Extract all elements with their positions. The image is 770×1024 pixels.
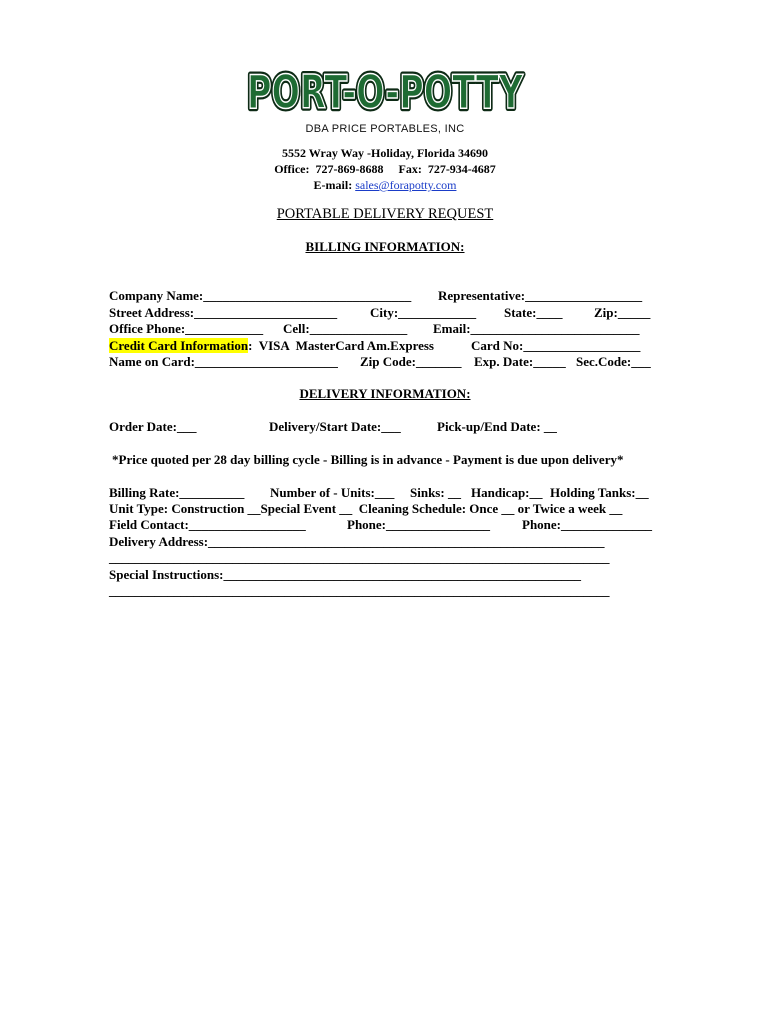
handicap-field[interactable]: Handicap:__ [471, 485, 543, 500]
holding-tanks-field[interactable]: Holding Tanks:__ [550, 485, 649, 500]
order-date-field[interactable]: Order Date:___ [109, 419, 197, 434]
representative-field[interactable]: Representative:__________________ [438, 288, 643, 303]
card-zip-code-field[interactable]: Zip Code:_______ [360, 354, 462, 369]
delivery-heading: DELIVERY INFORMATION: [299, 386, 471, 401]
price-note: *Price quoted per 28 day billing cycle - Billing is in advance - Payment is due upon delivery* [112, 452, 624, 467]
logo-text-outline: PORT-O-POTTY [247, 65, 524, 119]
delivery-address-line-2[interactable]: _____________________________________________________________________________ [109, 550, 610, 565]
name-on-card-field[interactable]: Name on Card:______________________ [109, 354, 338, 369]
special-instructions-line-2[interactable]: _____________________________________________________________________________ [109, 583, 610, 598]
credit-card-label: Credit Card Information [109, 338, 249, 353]
email-field[interactable]: Email:__________________________ [433, 321, 640, 336]
field-phone-field[interactable]: Phone:________________ [347, 517, 490, 532]
office-phone-field[interactable]: Office Phone:____________ [109, 321, 264, 336]
field-contact-field[interactable]: Field Contact:__________________ [109, 517, 306, 532]
billing-rate-field[interactable]: Billing Rate:__________ [109, 485, 245, 500]
pickup-end-date-field[interactable]: Pick-up/End Date: __ [437, 419, 557, 434]
company-name-field[interactable]: Company Name:________________________________ [109, 288, 412, 303]
sinks-field[interactable]: Sinks: __ [410, 485, 461, 500]
company-phones: Office: 727-869-8688 Fax: 727-934-4687 [274, 162, 496, 176]
credit-card-options[interactable]: : VISA MasterCard Am.Express [248, 338, 434, 353]
zip-field[interactable]: Zip:_____ [594, 305, 651, 320]
unit-type-cleaning-field[interactable]: Unit Type: Construction __Special Event __ Cleaning Schedule: Once __ or Twice a week __ [109, 501, 623, 516]
credit-card-line [109, 338, 434, 354]
cell-field[interactable]: Cell:_______________ [283, 321, 408, 336]
logo-tagline: DBA PRICE PORTABLES, INC [305, 123, 465, 135]
state-field[interactable]: State:____ [504, 305, 563, 320]
email-label: E-mail: [313, 178, 356, 192]
exp-date-field[interactable]: Exp. Date:_____ [474, 354, 566, 369]
email-link[interactable]: sales@forapotty.com [355, 178, 457, 192]
number-of-units-field[interactable]: Number of - Units:___ [270, 485, 395, 500]
company-logo [240, 60, 530, 140]
company-email-line [0, 178, 770, 193]
form-title: PORTABLE DELIVERY REQUEST [276, 206, 494, 222]
billing-heading: BILLING INFORMATION: [305, 239, 465, 254]
company-address: 5552 Wray Way -Holiday, Florida 34690 [281, 146, 489, 160]
sec-code-field[interactable]: Sec.Code:___ [576, 354, 651, 369]
city-field[interactable]: City:____________ [370, 305, 477, 320]
delivery-start-date-field[interactable]: Delivery/Start Date:___ [269, 419, 401, 434]
street-address-field[interactable]: Street Address:______________________ [109, 305, 338, 320]
card-number-field[interactable]: Card No:__________________ [471, 338, 641, 353]
delivery-address-field[interactable]: Delivery Address:_____________________________________________________________ [109, 534, 605, 549]
logo-wordmark [240, 60, 530, 122]
special-instructions-field[interactable]: Special Instructions:_______________________________________________________ [109, 567, 581, 582]
field-phone-2-field[interactable]: Phone:______________ [522, 517, 652, 532]
logo-text: PORT-O-POTTY [247, 65, 524, 119]
